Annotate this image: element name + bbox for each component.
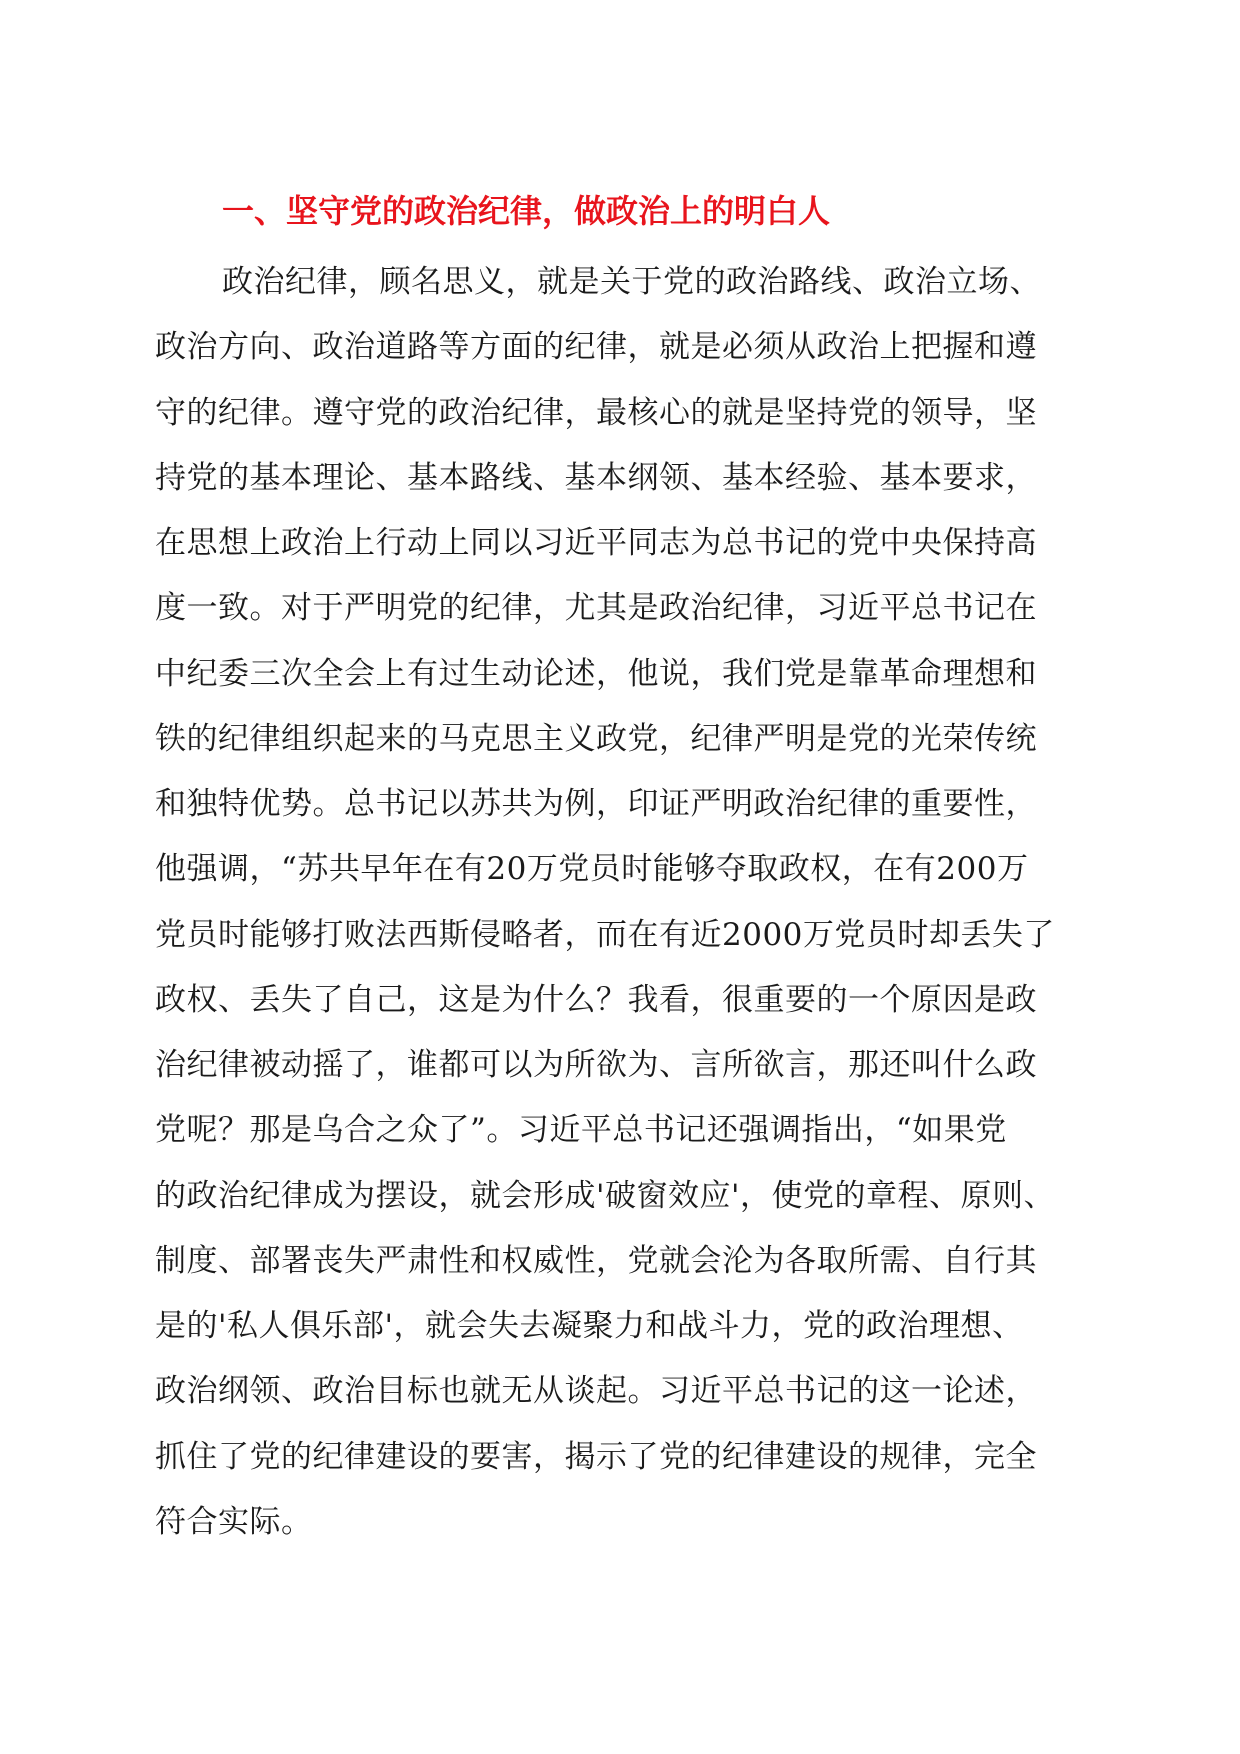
section-heading: 一、坚守党的政治纪律，做政治上的明白人 <box>222 192 831 230</box>
paragraph-line: 持党的基本理论、基本路线、基本纲领、基本经验、基本要求， <box>155 459 1037 496</box>
paragraph-line: 是的'私人俱乐部'，就会失去凝聚力和战斗力，党的政治理想、 <box>155 1308 1024 1344</box>
paragraph-line: 党呢？那是乌合之众了”。习近平总书记还强调指出，“如果党 <box>155 1112 1007 1149</box>
paragraph-line: 政治纲领、政治目标也就无从谈起。习近平总书记的这一论述， <box>155 1373 1037 1410</box>
paragraph-line: 守的纪律。遵守党的政治纪律，最核心的就是坚持党的领导，坚 <box>155 394 1037 431</box>
paragraph-line: 政治方向、政治道路等方面的纪律，就是必须从政治上把握和遵 <box>155 329 1037 366</box>
paragraph-line: 铁的纪律组织起来的马克思主义政党，纪律严明是党的光荣传统 <box>155 720 1037 757</box>
paragraph-line: 他强调，“苏共早年在有20万党员时能够夺取政权，在有200万 <box>155 851 1029 888</box>
paragraph-line: 治纪律被动摇了，谁都可以为所欲为、言所欲言，那还叫什么政 <box>155 1047 1037 1083</box>
paragraph-line: 在思想上政治上行动上同以习近平同志为总书记的党中央保持高 <box>155 525 1037 561</box>
paragraph-line: 和独特优势。总书记以苏共为例，印证严明政治纪律的重要性， <box>155 786 1037 822</box>
paragraph-line: 中纪委三次全会上有过生动论述，他说，我们党是靠革命理想和 <box>155 655 1037 692</box>
body-paragraph <box>155 250 1085 1555</box>
paragraph-line: 度一致。对于严明党的纪律，尤其是政治纪律，习近平总书记在 <box>155 590 1037 627</box>
paragraph-line: 制度、部署丧失严肃性和权威性，党就会沦为各取所需、自行其 <box>155 1242 1037 1279</box>
paragraph-line: 政治纪律，顾名思义，就是关于党的政治路线、政治立场、 <box>222 264 1041 300</box>
paragraph-line: 的政治纪律成为摆设，就会形成'破窗效应'，使党的章程、原则、 <box>155 1177 1056 1214</box>
paragraph-line: 抓住了党的纪律建设的要害，揭示了党的纪律建设的规律，完全 <box>155 1438 1037 1475</box>
paragraph-line: 党员时能够打败法西斯侵略者，而在有近2000万党员时却丢失了 <box>155 916 1055 953</box>
paragraph-line: 符合实际。 <box>155 1503 313 1540</box>
paragraph-line: 政权、丢失了自己，这是为什么？我看，很重要的一个原因是政 <box>155 981 1037 1018</box>
